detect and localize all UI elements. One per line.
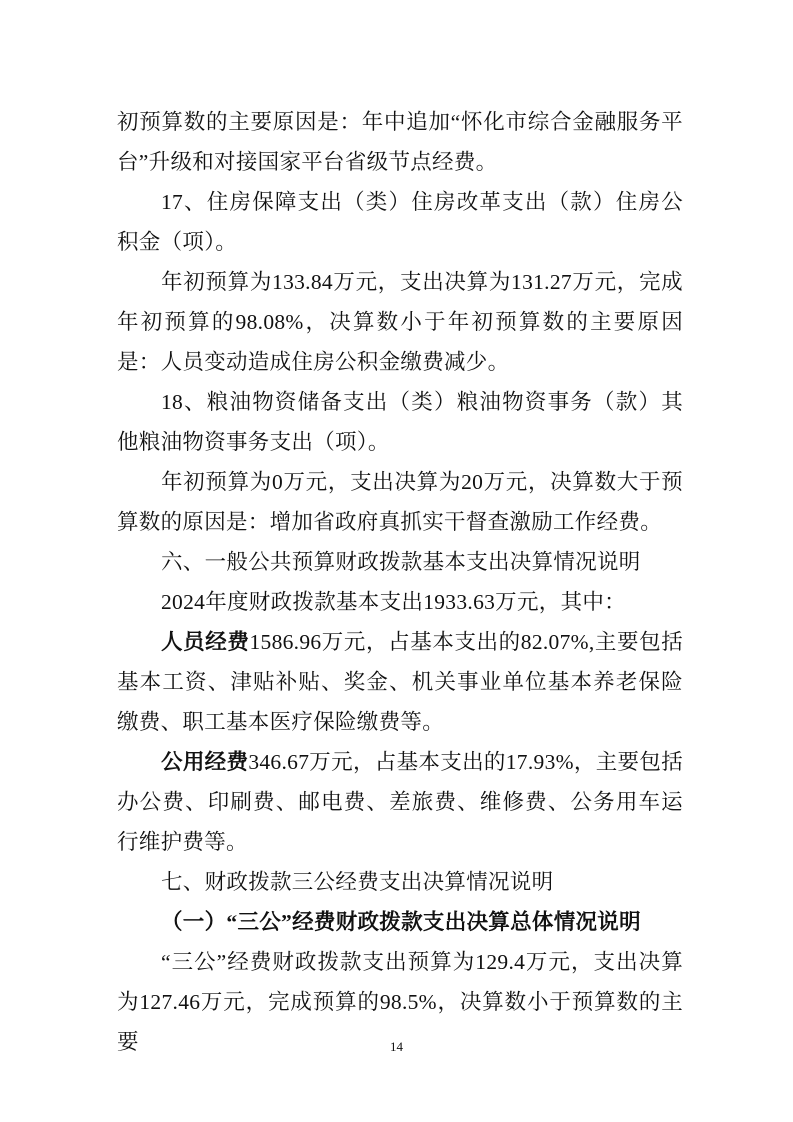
paragraph-basic-expenditure-total (117, 582, 683, 622)
paragraph-item17-heading (117, 182, 683, 262)
paragraph-text: “三公”经费财政拨款支出预算为129.4万元，支出决算为127.46万元，完成预算的98.5%，决算数小于预算数的主要 (117, 950, 683, 1054)
paragraph-text: 2024年度财政拨款基本支出1933.63万元，其中： (161, 590, 626, 614)
paragraph-text: （一）“三公”经费财政拨款支出决算总体情况说明 (161, 910, 641, 934)
paragraph-text: 七、财政拨款三公经费支出决算情况说明 (161, 870, 554, 894)
bold-term-personnel-expense: 人员经费 (161, 630, 250, 654)
bold-term-public-expense: 公用经费 (161, 750, 249, 774)
paragraph-text: 六、一般公共预算财政拨款基本支出决算情况说明 (161, 550, 641, 574)
paragraph-text: 年初预算为133.84万元，支出决算为131.27万元，完成年初预算的98.08%，决算数小于年初预算数的主要原因是：人员变动造成住房公积金缴费减少。 (117, 270, 683, 374)
paragraph-text: 1586.96万元，占基本支出的82.07%,主要包括基本工资、津贴补贴、奖金、机关事业单位基本养老保险缴费、职工基本医疗保险缴费等。 (117, 630, 684, 734)
document-body (117, 102, 683, 1062)
paragraph-text: 初预算数的主要原因是：年中追加“怀化市综合金融服务平台”升级和对接国家平台省级节点经费。 (117, 110, 683, 174)
paragraph-text: 17、住房保障支出（类）住房改革支出（款）住房公积金（项）。 (117, 190, 683, 254)
page-number: 14 (390, 1039, 403, 1054)
section-7-heading (117, 862, 683, 902)
paragraph-item18-heading (117, 382, 683, 462)
paragraph-text: 18、粮油物资储备支出（类）粮油物资事务（款）其他粮油物资事务支出（项）。 (117, 390, 683, 454)
subsection-1-heading (117, 902, 683, 942)
paragraph-item18-detail (117, 462, 683, 542)
section-6-heading (117, 542, 683, 582)
paragraph-text: 346.67万元，占基本支出的17.93%，主要包括办公费、印刷费、邮电费、差旅费、维修费、公务用车运行维护费等。 (117, 750, 683, 854)
paragraph-public-expense (117, 742, 683, 862)
paragraph-item17-detail (117, 262, 683, 382)
paragraph-text: 年初预算为0万元，支出决算为20万元，决算数大于预算数的原因是：增加省政府真抓实干督查激励工作经费。 (117, 470, 683, 534)
paragraph-personnel-expense (117, 622, 683, 742)
paragraph-item16-reason-continued (117, 102, 683, 182)
